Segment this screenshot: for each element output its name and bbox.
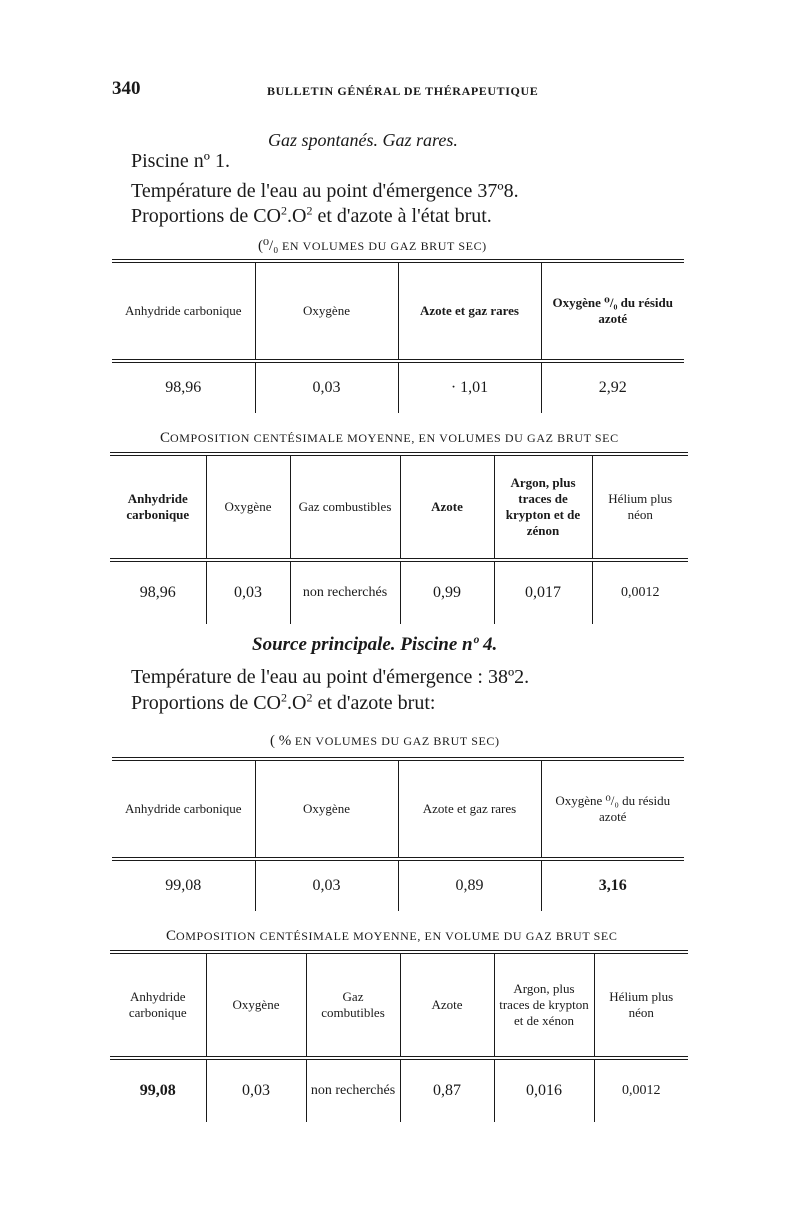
value-cell: 0,03 [255, 859, 398, 911]
value-cell: 0,0012 [592, 560, 688, 624]
section2-temperature-line: Température de l'eau au point d'émergence : 38º2. [131, 666, 530, 688]
value-cell: 0,017 [494, 560, 592, 624]
header-cell: Gaz combustibles [290, 454, 400, 560]
value-cell: · 1,01 [398, 361, 541, 413]
caption-text: EN VOLUMES DU GAZ BRUT SEC) [278, 239, 487, 253]
header-cell: Azote et gaz rares [398, 759, 541, 859]
value-cell: 0,87 [400, 1058, 494, 1122]
section1-piscine-label: Piscine nº 1. [131, 150, 230, 172]
table-row [112, 859, 684, 911]
section1-proportions-line [131, 205, 492, 228]
section2-caption [270, 732, 500, 750]
table-row [110, 560, 688, 624]
proportions-sup-2: 2 [306, 203, 313, 218]
caption-initial: C [166, 928, 177, 944]
header-cell: Oxygène [206, 454, 290, 560]
header-cell: Azote [400, 952, 494, 1058]
header-cell: Anhydride carbonique [112, 759, 255, 859]
section1-temperature-line: Température de l'eau au point d'émergence 37º8. [131, 180, 519, 202]
proportions-mid: .O [287, 205, 307, 227]
value-cell: 2,92 [541, 361, 684, 413]
header-cell: Anhydride carbonique [112, 261, 255, 361]
table-header-row [112, 261, 684, 361]
table-3-raw-gas [112, 757, 684, 911]
header-cell: Argon, plus traces de krypton et de xénon [494, 952, 594, 1058]
section1-subtitle: Gaz spontanés. Gaz rares. [268, 130, 458, 150]
header-cell: Gaz combutibles [306, 952, 400, 1058]
proportions-prefix: Proportions de CO [131, 205, 281, 227]
value-cell: 0,016 [494, 1058, 594, 1122]
caption-percent: (⁰/₀ [258, 238, 279, 254]
header-cell: Anhydride carbonique [110, 952, 206, 1058]
section2-subtitle: Source principale. Piscine nº 4. [252, 634, 498, 655]
section1-caption [258, 236, 487, 255]
section1-composition-caption [160, 429, 619, 447]
proportions-sup-2: 2 [306, 690, 313, 705]
value-cell: non recherchés [306, 1058, 400, 1122]
proportions-sup-1: 2 [281, 690, 287, 705]
table-header-row [110, 454, 688, 560]
header-cell: Oxygène [206, 952, 306, 1058]
value-cell: 0,89 [398, 859, 541, 911]
running-title: BULLETIN GÉNÉRAL DE THÉRAPEUTIQUE [267, 84, 539, 98]
page-number: 340 [112, 78, 141, 99]
caption-text: EN VOLUMES DU GAZ BRUT SEC) [291, 734, 500, 748]
table-1-raw-gas [112, 259, 684, 413]
section2-proportions-line [131, 692, 435, 715]
value-cell: 0,0012 [594, 1058, 688, 1122]
header-cell: Oxygène [255, 261, 398, 361]
caption-percent: ( % [270, 733, 292, 749]
value-cell: 0,99 [400, 560, 494, 624]
proportions-sup-1: 2 [281, 203, 287, 218]
header-cell: Anhydride carbonique [110, 454, 206, 560]
table-header-row [110, 952, 688, 1058]
value-cell: 98,96 [139, 584, 176, 601]
header-cell: Azote et gaz rares [398, 261, 541, 361]
value-cell: 0,03 [206, 1058, 306, 1122]
header-cell: Oxygène ⁰/₀ du résidu azoté [541, 759, 684, 859]
page-header [112, 78, 680, 102]
value-cell: 99,08 [139, 1082, 176, 1099]
table-4-composition [110, 950, 688, 1122]
table-2-composition [110, 452, 688, 624]
value-cell: 0,03 [255, 361, 398, 413]
table-row [110, 1058, 688, 1122]
caption-rest: OMPOSITION CENTÉSIMALE MOYENNE, EN VOLUMES DU GAZ BRUT SEC [170, 431, 619, 445]
section2-composition-caption [166, 927, 617, 945]
caption-initial: C [160, 430, 171, 446]
header-cell: Oxygène [255, 759, 398, 859]
value-cell: 98,96 [165, 379, 202, 396]
proportions-suffix: et d'azote à l'état brut. [312, 205, 492, 227]
table-header-row [112, 759, 684, 859]
proportions-suffix: et d'azote brut: [312, 692, 436, 714]
header-cell: Hélium plus néon [592, 454, 688, 560]
header-cell: Oxygène ⁰/₀ du résidu azoté [541, 261, 684, 361]
value-cell: 99,08 [165, 877, 202, 894]
caption-rest: OMPOSITION CENTÉSIMALE MOYENNE, EN VOLUME DU GAZ BRUT SEC [176, 929, 618, 943]
header-cell: Hélium plus néon [594, 952, 688, 1058]
proportions-prefix: Proportions de CO [131, 692, 281, 714]
value-cell: non recherchés [290, 560, 400, 624]
value-cell: 3,16 [541, 859, 684, 911]
table-row [112, 361, 684, 413]
value-cell: 0,03 [206, 560, 290, 624]
proportions-mid: .O [287, 692, 307, 714]
header-cell: Azote [400, 454, 494, 560]
header-cell: Argon, plus traces de krypton et de zénon [494, 454, 592, 560]
